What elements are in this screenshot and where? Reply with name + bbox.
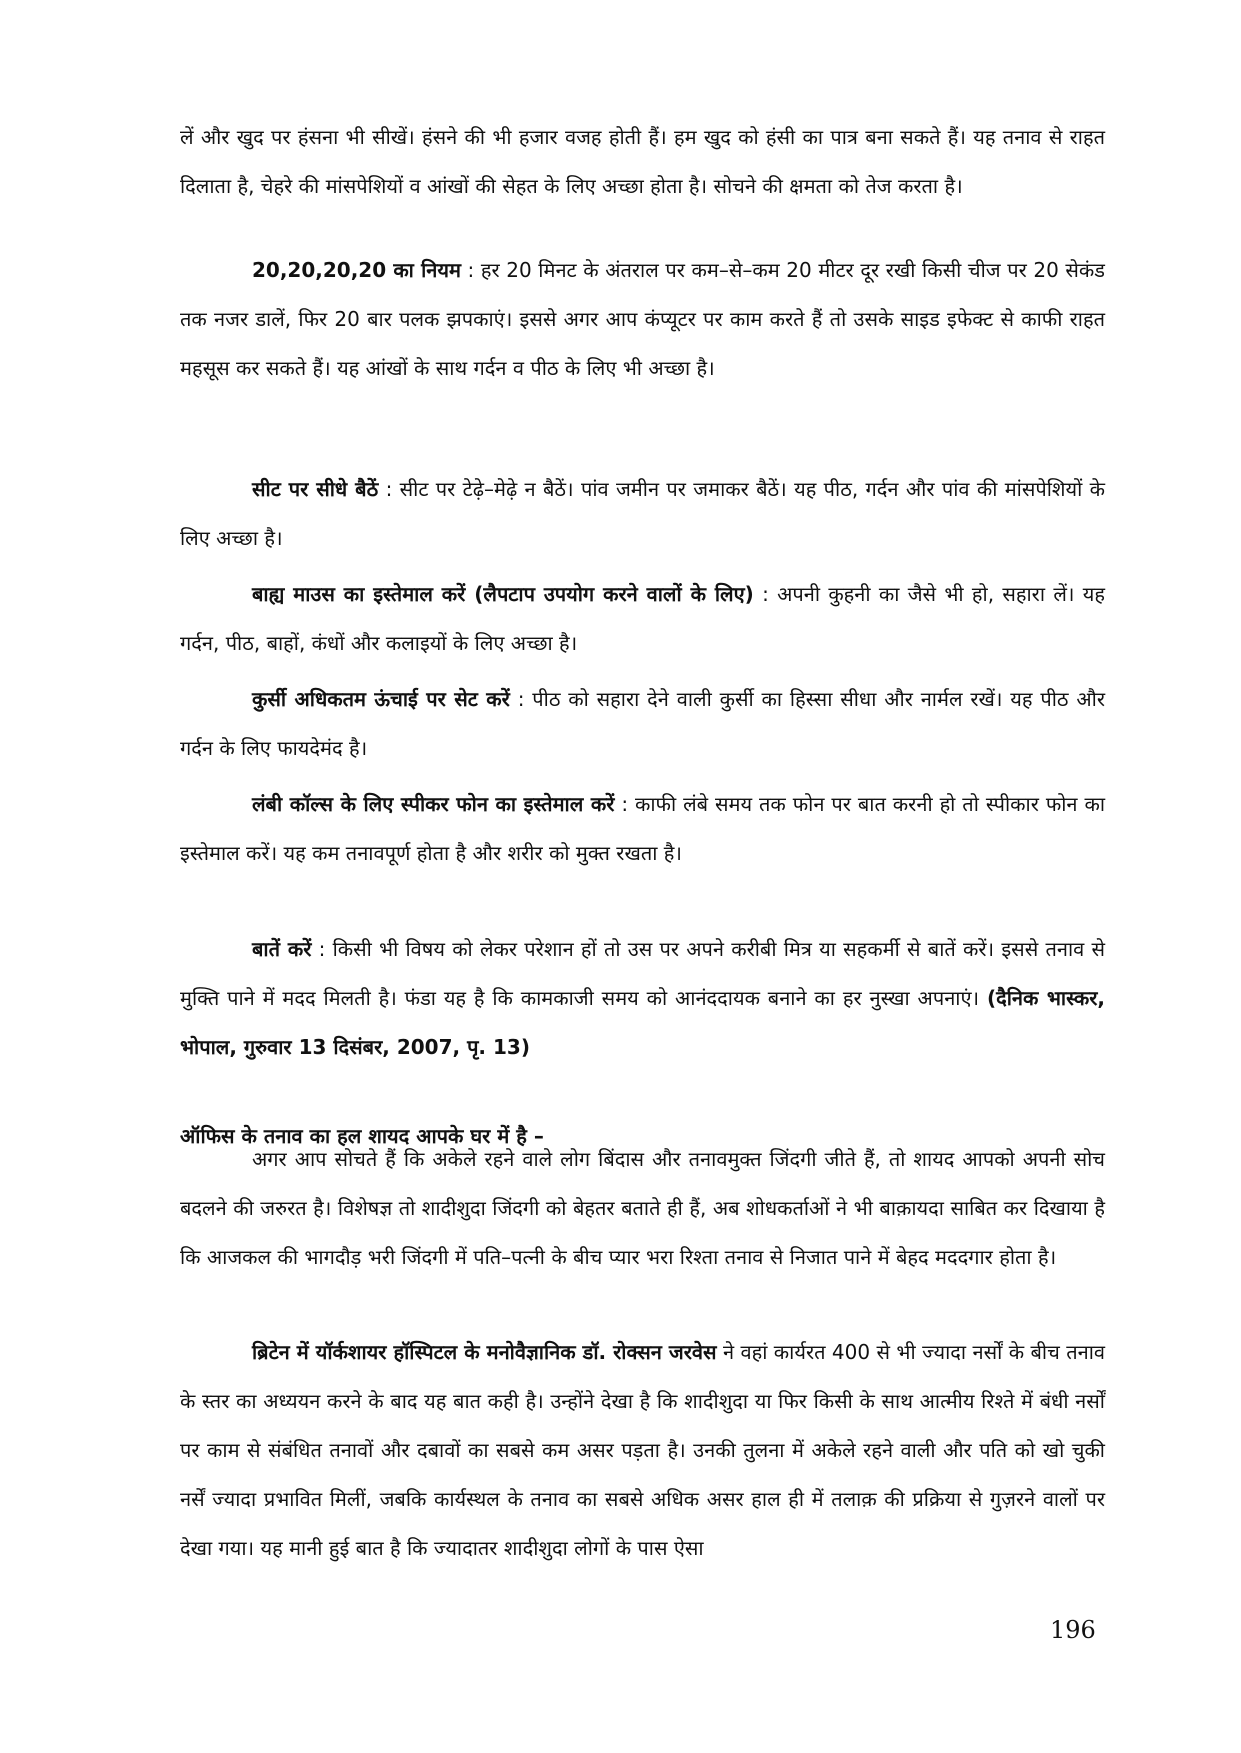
section-heading-text: ऑफिस के तनाव का हल शायद आपके घर में है – [180, 1124, 544, 1148]
paragraph-chair-height [180, 675, 1105, 773]
paragraph-heading: सीट पर सीधे बैठें [252, 477, 379, 501]
paragraph-heading: ब्रिटेन में यॉर्कशायर हॉस्पिटल के मनोवैज्ञानिक डॉ. रोक्सन जरवेस [252, 1340, 717, 1364]
paragraph-text: : किसी भी विषय को लेकर परेशान हों तो उस पर अपने करीबी मित्र या सहकर्मी से बातें करें। इससे तनाव से मुक्ति पाने में मदद मिलती है। फंडा यह है कि कामकाजी समय को आनंददायक बनाने का हर नुस्खा अपनाएं। [180, 937, 1105, 1010]
paragraph-text: ने वहां कार्यरत 400 से भी ज्यादा नर्सों के बीच तनाव के स्तर का अध्ययन करने के बाद यह बात कही है। उन्होंने देखा है कि शादीशुदा या फिर किसी के साथ आत्मीय रिश्ते में बंधी नर्सों पर काम से संबंधित तनावों और दबावों का सबसे कम असर पड़ता है। उनकी तुलना में अकेले रहने वाली और पति को खो चुकी नर्सें ज्यादा प्रभावित मिलीं, जबकि कार्यस्थल के तनाव का सबसे अधिक असर हाल ही में तलाक़ की प्रक्रिया से गुज़रने वालों पर देखा गया। यह मानी हुई बात है कि ज्यादातर शादीशुदा लोगों के पास ऐसा [180, 1340, 1105, 1560]
paragraph-text: : हर 20 मिनट के अंतराल पर कम–से–कम 20 मीटर दूर रखी किसी चीज पर 20 सेकंड तक नजर डालें, फिर 20 बार पलक झपकाएं। इससे अगर आप कंप्यूटर पर काम करते हैं तो उसके साइड इफेक्ट से काफी राहत महसूस कर सकते हैं। यह आंखों के साथ गर्दन व पीठ के लिए भी अच्छा है। [180, 258, 1105, 380]
paragraph-text: : अपनी कुहनी का जैसे भी हो, सहारा लें। यह गर्दन, पीठ, बाहों, कंधों और कलाइयों के लिए अच्छा है। [180, 582, 1105, 655]
paragraph-britain-study [180, 1328, 1105, 1573]
paragraph-office-stress [180, 1135, 1105, 1282]
paragraph-heading: बातें करें [252, 937, 312, 961]
paragraph-text: अगर आप सोचते हैं कि अकेले रहने वाले लोग बिंदास और तनावमुक्त जिंदगी जीते हैं, तो शायद आपको अपनी सोच बदलने की जरुरत है। विशेषज्ञ तो शादीशुदा जिंदगी को बेहतर बताते ही हैं, अब शोधकर्ताओं ने भी बाक़ायदा साबित कर दिखाया है कि आजकल की भागदौड़ भरी जिंदगी में पति–पत्नी के बीच प्यार भरा रिश्ता तनाव से निजात पाने में बेहद मददगार होता है। [180, 1147, 1105, 1269]
paragraph-sit-straight [180, 465, 1105, 563]
paragraph-text: : सीट पर टेढ़े–मेढ़े न बैठें। पांव जमीन पर जमाकर बैठें। यह पीठ, गर्दन और पांव की मांसपेशियों के लिए अच्छा है। [180, 477, 1106, 550]
paragraph-text: : पीठ को सहारा देने वाली कुर्सी का हिस्सा सीधा और नार्मल रखें। यह पीठ और गर्दन के लिए फायदेमंद है। [180, 687, 1106, 760]
source-citation: (दैनिक भास्कर, भोपाल, गुरुवार 13 दिसंबर, 2007, पृ. 13) [180, 986, 1106, 1059]
paragraph-laughter [180, 113, 1105, 211]
paragraph-talk [180, 925, 1105, 1072]
paragraph-heading: लंबी कॉल्स के लिए स्पीकर फोन का इस्तेमाल करें [252, 792, 615, 816]
paragraph-text: : काफी लंबे समय तक फोन पर बात करनी हो तो स्पीकार फोन का इस्तेमाल करें। यह कम तनावपूर्ण होता है और शरीर को मुक्त रखता है। [180, 792, 1105, 865]
paragraph-20-20-rule [180, 246, 1105, 393]
page-number: 196 [1050, 1616, 1096, 1644]
paragraph-heading: कुर्सी अधिकतम ऊंचाई पर सेट करें [252, 687, 510, 711]
paragraph-heading: बाह्य माउस का इस्तेमाल करें (लैपटाप उपयोग करने वालों के लिए) [252, 582, 754, 606]
paragraph-external-mouse [180, 570, 1105, 668]
paragraph-speaker-phone [180, 780, 1105, 878]
paragraph-heading: 20,20,20,20 का नियम [252, 258, 461, 282]
paragraph-text: लें और खुद पर हंसना भी सीखें। हंसने की भी हजार वजह होती हैं। हम खुद को हंसी का पात्र बना सकते हैं। यह तनाव से राहत दिलाता है, चेहरे की मांसपेशियों व आंखों की सेहत के लिए अच्छा होता है। सोचने की क्षमता को तेज करता है। [180, 125, 1105, 198]
